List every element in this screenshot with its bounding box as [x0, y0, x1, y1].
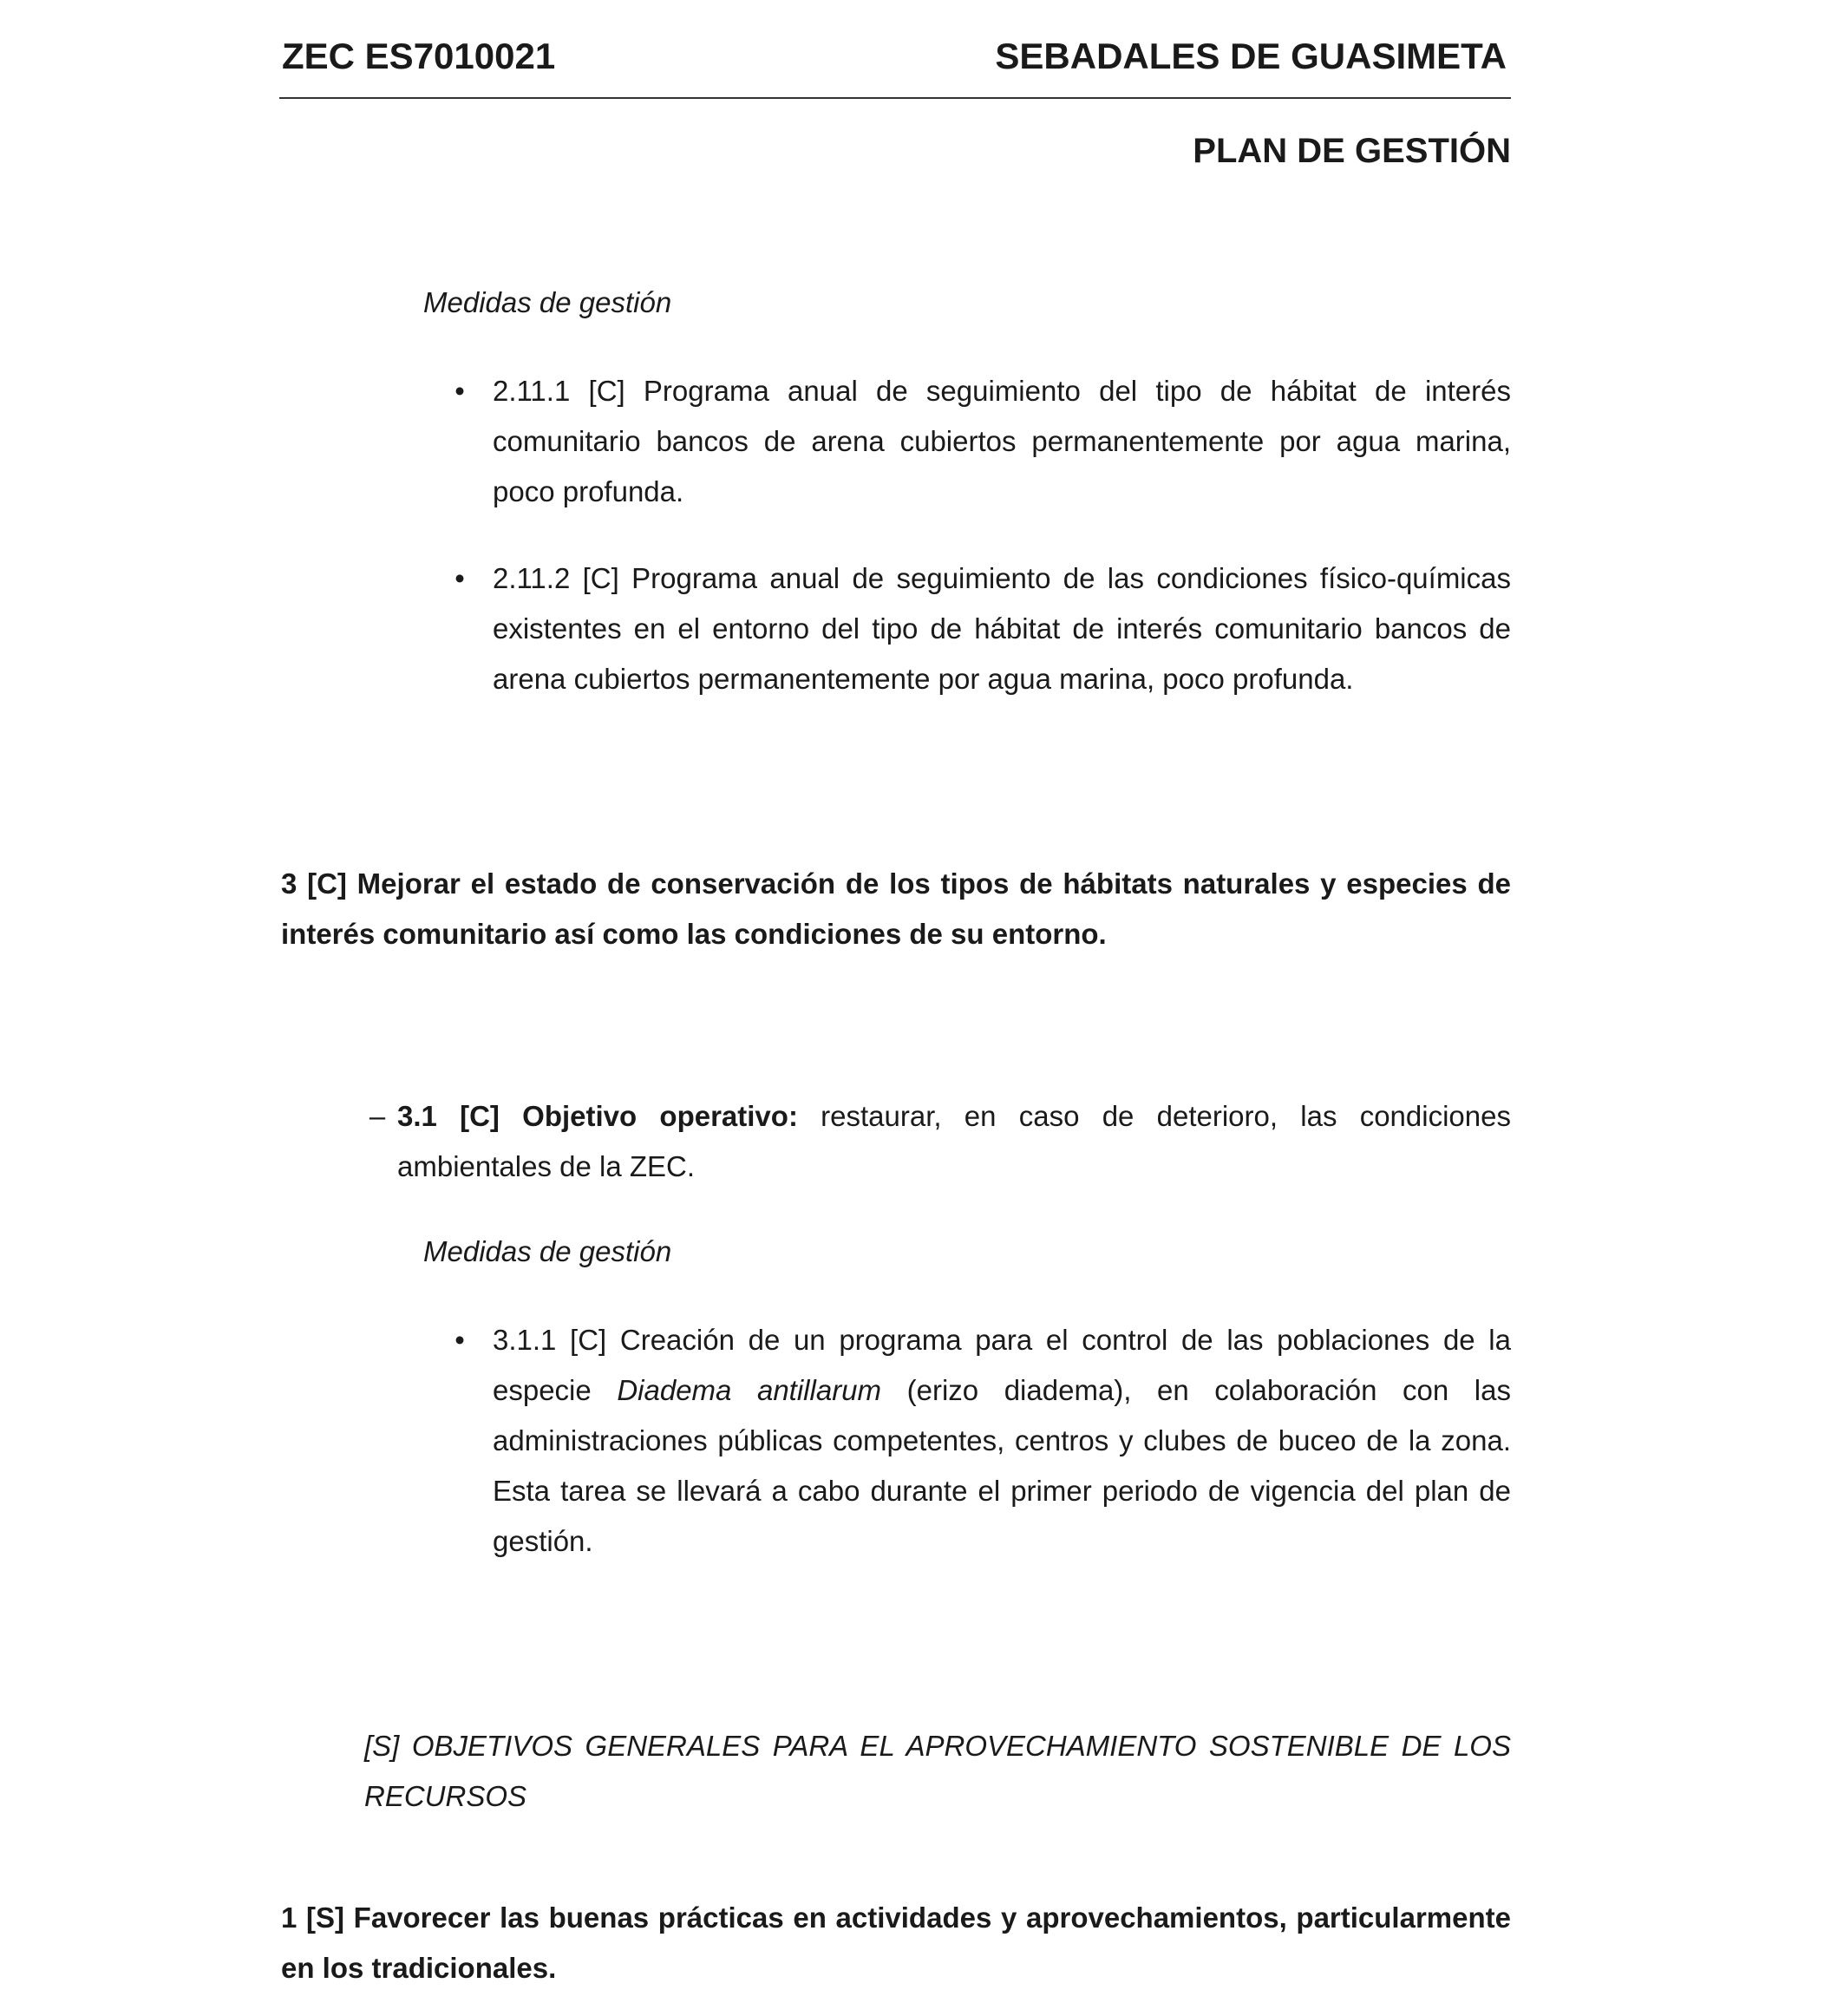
- page-header: [279, 26, 1511, 99]
- list-item-text: 2.11.1 [C] Programa anual de seguimiento del tipo de hábitat de interés comunitario bancos de arena cubiertos permanentemente por agua marina, poco profunda.: [493, 375, 1511, 507]
- zec-code: ZEC ES7010021: [282, 36, 556, 76]
- list-item-text: [493, 1315, 1511, 1567]
- list-item: [442, 553, 1511, 710]
- measures-label: Medidas de gestión: [423, 1235, 672, 1267]
- dash-icon: –: [369, 1100, 386, 1132]
- measures-label: Medidas de gestión: [423, 286, 672, 318]
- list-item: [442, 1315, 1511, 1575]
- section-heading: [S] OBJETIVOS GENERALES PARA EL APROVECHAMIENTO SOSTENIBLE DE LOS RECURSOS: [364, 1730, 1511, 1812]
- site-name: SEBADALES DE GUASIMETA: [995, 36, 1507, 76]
- objective-heading: 1 [S] Favorecer las buenas prácticas en actividades y aprovechamientos, particularmente en los tradicionales.: [281, 1901, 1511, 1984]
- list-item-text: 2.11.2 [C] Programa anual de seguimiento de las condiciones físico-químicas existentes en el entorno del tipo de hábitat de interés comunitario bancos de arena cubiertos permanentemente por agua marina, poco profunda.: [493, 562, 1511, 695]
- measure-text-start: 3.1.1 [C] Creación de un programa para el control de las poblaciones de la especie: [493, 1324, 1511, 1406]
- operative-objective-label: 3.1 [C] Objetivo operativo:: [397, 1100, 798, 1132]
- operative-objective-text: [397, 1091, 1511, 1192]
- measure-text-end: (erizo diadema), en colaboración con las administraciones públicas competentes, centros y clubes de buceo de la zona. Esta tarea se llevará a cabo durante el primer periodo de vigencia del plan de gestión.: [493, 1374, 1511, 1557]
- objective-heading: 3 [C] Mejorar el estado de conservación de los tipos de hábitats naturales y especies de interés comunitario así como las condiciones de su entorno.: [281, 867, 1511, 950]
- document-subtitle: PLAN DE GESTIÓN: [1193, 132, 1511, 170]
- bullet-icon: •: [454, 375, 465, 407]
- operative-objective: [364, 1091, 1511, 1195]
- species-name: Diadema antillarum: [617, 1374, 882, 1406]
- operative-objective-description: restaurar, en caso de deterioro, las condiciones ambientales de la ZEC.: [397, 1100, 1511, 1182]
- list-item: [442, 366, 1511, 522]
- bullet-icon: •: [454, 562, 465, 594]
- bullet-icon: •: [454, 1324, 465, 1356]
